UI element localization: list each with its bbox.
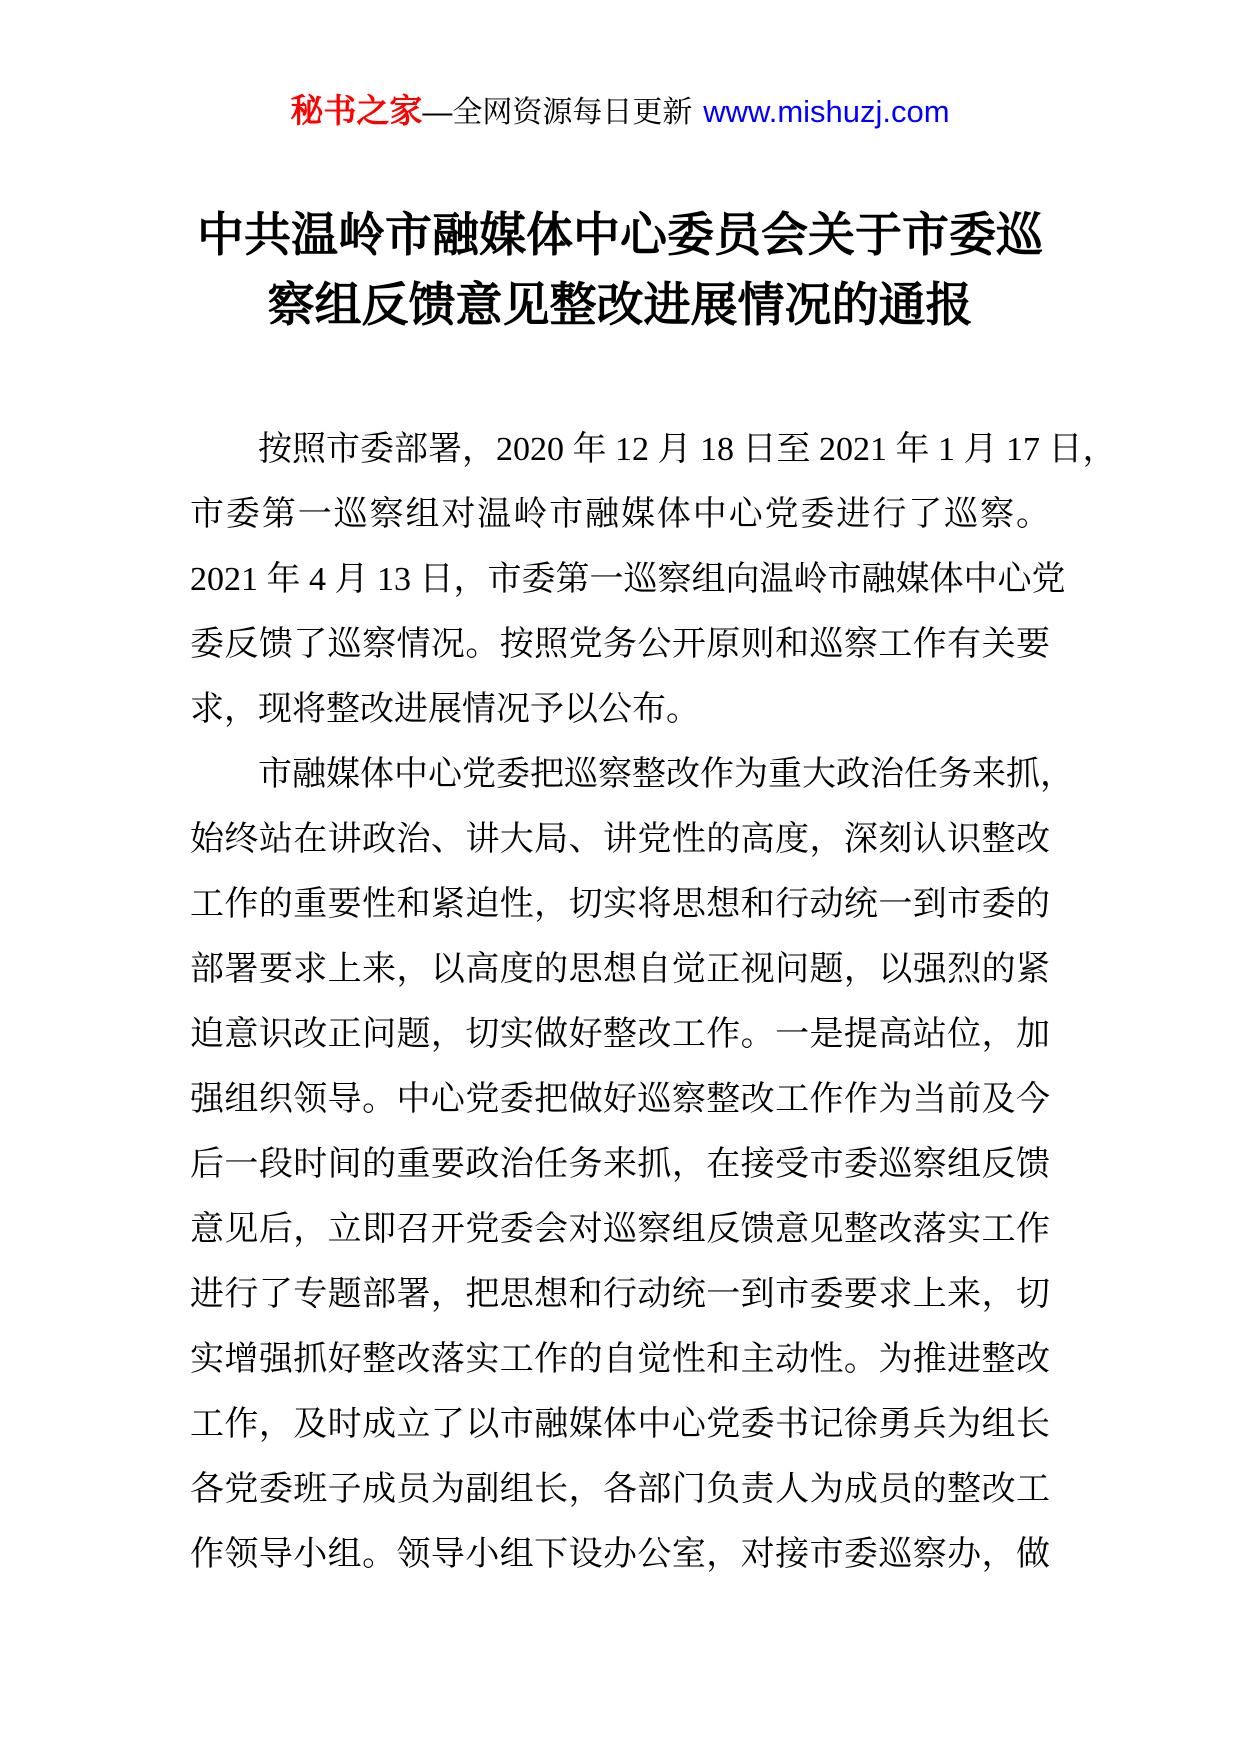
site-header bbox=[0, 90, 1240, 134]
body-line: 市委第一巡察组对温岭市融媒体中心党委进行了巡察。 bbox=[190, 496, 1050, 533]
body-line: 工作的重要性和紧迫性，切实将思想和行动统一到市委的 bbox=[190, 886, 1050, 923]
body-line: 委反馈了巡察情况。按照党务公开原则和巡察工作有关要 bbox=[190, 626, 1050, 663]
body-line: 始终站在讲政治、讲大局、讲党性的高度，深刻认识整改 bbox=[190, 821, 1050, 858]
body-line: 意见后，立即召开党委会对巡察组反馈意见整改落实工作 bbox=[190, 1211, 1050, 1248]
site-brand: 秘书之家 bbox=[290, 92, 423, 129]
document-title bbox=[0, 200, 1240, 340]
body-line: 迫意识改正问题，切实做好整改工作。一是提高站位，加 bbox=[190, 1016, 1050, 1053]
body-line: 强组织领导。中心党委把做好巡察整改工作作为当前及今 bbox=[190, 1081, 1050, 1118]
document-body bbox=[190, 417, 1117, 1587]
body-line: 各党委班子成员为副组长，各部门负责人为成员的整改工 bbox=[190, 1471, 1050, 1508]
document-title-line1: 中共温岭市融媒体中心委员会关于市委巡 bbox=[197, 208, 1043, 261]
site-tagline: —全网资源每日更新 bbox=[422, 96, 693, 129]
body-line: 作领导小组。领导小组下设办公室，对接市委巡察办，做 bbox=[190, 1536, 1050, 1573]
body-line: 求，现将整改进展情况予以公布。 bbox=[190, 691, 700, 728]
body-line: 2021 年 4 月 13 日，市委第一巡察组向温岭市融媒体中心党 bbox=[190, 561, 1066, 598]
body-line: 市融媒体中心党委把巡察整改作为重大政治任务来抓， bbox=[258, 756, 1074, 793]
body-line: 部署要求上来，以高度的思想自觉正视问题，以强烈的紧 bbox=[190, 951, 1050, 988]
body-line: 工作，及时成立了以市融媒体中心党委书记徐勇兵为组长 bbox=[190, 1406, 1050, 1443]
body-line: 实增强抓好整改落实工作的自觉性和主动性。为推进整改 bbox=[190, 1341, 1050, 1378]
site-url: www.mishuzj.com bbox=[703, 94, 950, 129]
document-title-line2: 察组反馈意见整改进展情况的通报 bbox=[267, 278, 973, 331]
body-line: 按照市委部署，2020 年 12 月 18 日至 2021 年 1 月 17 日， bbox=[258, 431, 1117, 468]
body-line: 进行了专题部署，把思想和行动统一到市委要求上来，切 bbox=[190, 1276, 1050, 1313]
body-line: 后一段时间的重要政治任务来抓，在接受市委巡察组反馈 bbox=[190, 1146, 1050, 1183]
